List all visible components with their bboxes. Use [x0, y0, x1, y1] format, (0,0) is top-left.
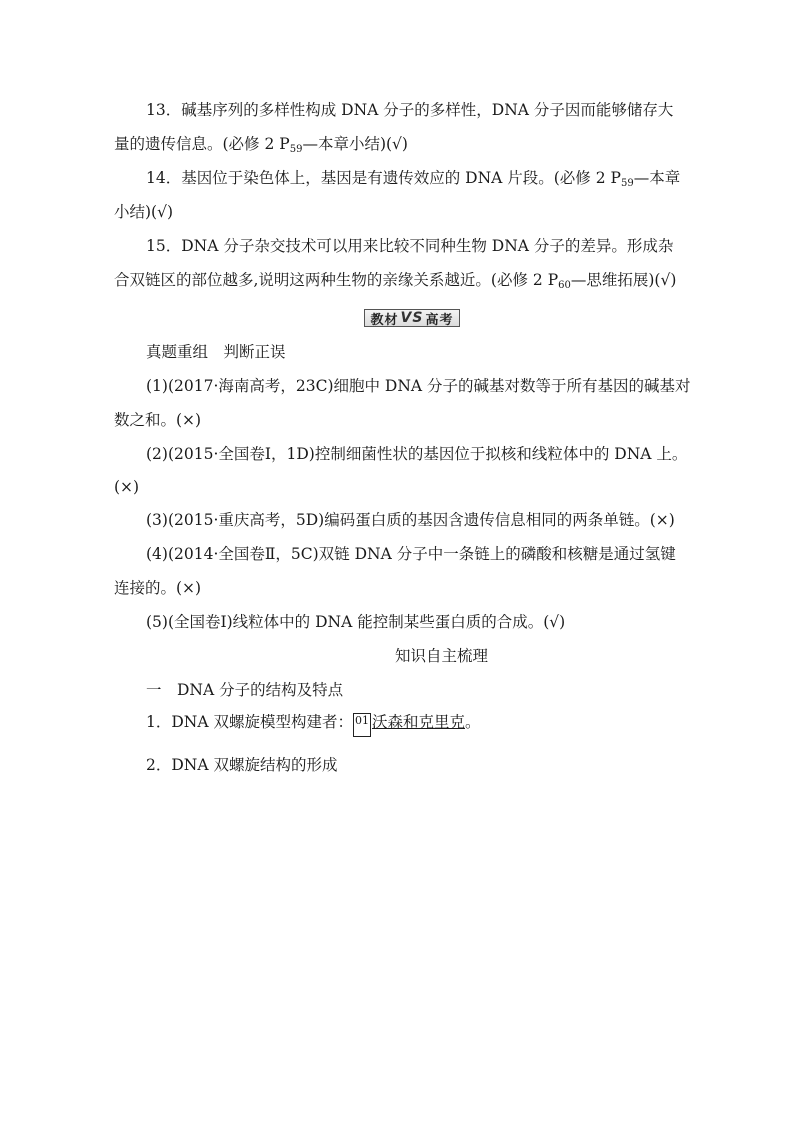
banner-left: 教材	[370, 312, 399, 328]
section-heading: 真题重组 判断正误	[146, 343, 286, 361]
item-15-line-2	[114, 270, 676, 296]
banner-right: 高考	[425, 312, 454, 328]
item-14-line-1	[146, 168, 680, 194]
point-2: 2．DNA 双螺旋结构的形成	[146, 756, 338, 774]
answer-number-box: 01	[353, 713, 371, 737]
question-2-line-1: (2)(2015·全国卷Ⅰ，1D)控制细菌性状的基因位于拟核和线粒体中的 DNA 上。	[146, 445, 688, 463]
banner-vs-logo: VS	[400, 310, 424, 326]
question-4-line-2: 连接的。(×)	[114, 579, 202, 597]
text: 。	[465, 713, 481, 731]
question-1-line-1: (1)(2017·海南高考，23C)细胞中 DNA 分子的碱基对数等于所有基因的碱基对	[146, 377, 691, 395]
subscript: 59	[620, 178, 634, 189]
point-1-answer: 沃森和克里克	[371, 713, 465, 731]
part-one-heading: 一 DNA 分子的结构及特点	[146, 681, 344, 699]
text: —本章	[633, 169, 681, 187]
subscript: 59	[289, 144, 303, 155]
text: —思维拓展)(√)	[570, 271, 677, 289]
item-14-line-2: 小结)(√)	[114, 203, 174, 221]
text: 14．基因位于染色体上，基因是有遗传效应的 DNA 片段。(必修 2 P	[146, 169, 621, 187]
question-1-line-2: 数之和。(×)	[114, 411, 202, 429]
subscript: 60	[558, 280, 571, 291]
item-13-line-1: 13．碱基序列的多样性构成 DNA 分子的多样性，DNA 分子因而能够储存大	[146, 101, 674, 119]
question-5-line-1: (5)(全国卷Ⅰ)线粒体中的 DNA 能控制某些蛋白质的合成。(√)	[146, 613, 566, 631]
knowledge-title: 知识自主梳理	[395, 647, 489, 665]
text: —本章小结)(√)	[302, 135, 408, 153]
point-1-label: 1．DNA 双螺旋模型构建者：	[146, 713, 353, 731]
text: 合双链区的部位越多,说明这两种生物的亲缘关系越近。(必修 2 P	[114, 271, 559, 289]
textbook-vs-exam-banner	[364, 309, 460, 327]
point-1	[146, 712, 481, 737]
item-13-line-2	[114, 134, 408, 160]
item-15-line-1: 15．DNA 分子杂交技术可以用来比较不同种生物 DNA 分子的差异。形成杂	[146, 237, 674, 255]
question-4-line-1: (4)(2014·全国卷Ⅱ，5C)双链 DNA 分子中一条链上的磷酸和核糖是通过氢键	[146, 545, 676, 563]
question-3-line-1: (3)(2015·重庆高考，5D)编码蛋白质的基因含遗传信息相同的两条单链。(×)	[146, 511, 675, 529]
text: 量的遗传信息。(必修 2 P	[114, 135, 290, 153]
question-2-line-2: (×)	[114, 478, 140, 496]
